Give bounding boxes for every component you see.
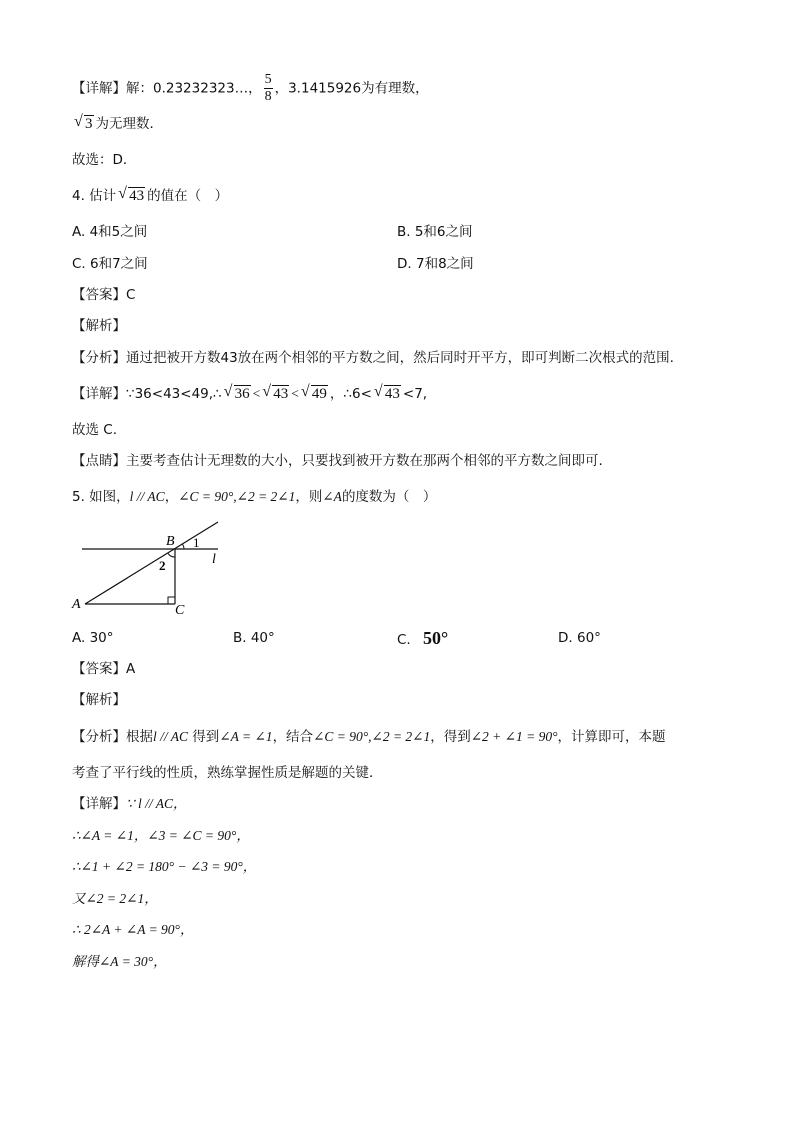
q5-fenxi-d: ，得到 (430, 729, 471, 745)
q5-fenxi-line2: 考查了平行线的性质，熟练掌握性质是解题的关键． (72, 765, 383, 781)
q5-fenxi-b: 得到 (188, 729, 220, 745)
q5-detail-line2: ∴∠A = ∠1，∠3 = ∠C = 90°， (72, 828, 250, 843)
q4-fenxi (72, 348, 674, 368)
q3-detail-line1 (72, 72, 429, 105)
q5-stem-math3: ∠A (322, 489, 342, 504)
q5-stem-math2: ∠C = 90°,∠2 = 2∠1 (178, 489, 296, 504)
q3-line2-text: 为无理数． (95, 116, 163, 132)
q5-detail-l1: ∵ l // AC， (126, 796, 187, 811)
q5-stem-a: 5. 如图， (72, 489, 130, 505)
angle-2-arc (168, 553, 175, 557)
q5-option-c-letter: C. (397, 632, 411, 648)
q5-detail-label: 【详解】 (72, 796, 126, 812)
q5-detail-line4: 又∠2 = 2∠1， (72, 891, 158, 906)
q4-answer-value: C (126, 287, 136, 303)
q3-sqrt3: √ 3 (74, 113, 93, 132)
q4-option-d: D. 7和8之间 (397, 256, 474, 272)
q4-fenxi-label: 【分析】 (72, 350, 126, 366)
q5-option-c (397, 628, 448, 650)
q4-stem-a: 4. 估计 (72, 188, 117, 204)
q4-option-a: A. 4和5之间 (72, 224, 148, 240)
q4-sqrt43-b: √ 43 (373, 383, 400, 402)
q4-option-c: C. 6和7之间 (72, 256, 148, 272)
q5-detail-line5: ∴ 2∠A + ∠A = 90°， (72, 922, 194, 937)
q4-detail-a: ∵36<43<49,∴ (126, 386, 222, 402)
q4-sqrt36: √ 36 (223, 383, 250, 402)
q5-answer-value: A (126, 661, 136, 677)
q5-option-d: D. 60° (558, 630, 601, 646)
q5-fenxi-c: ，结合 (272, 729, 314, 745)
q4-sqrt43: √ 43 (262, 383, 289, 402)
q5-stem-c: ，则 (295, 489, 323, 505)
q3-frac-denominator: 8 (264, 89, 272, 104)
label-C: C (175, 603, 185, 618)
q3-frac-numerator: 5 (264, 72, 272, 87)
q4-detail (72, 384, 427, 404)
label-1: 1 (193, 535, 200, 550)
q5-detail-line6: 解得∠A = 30°， (72, 954, 167, 969)
q3-fraction (264, 72, 273, 105)
q4-detail-c: <7, (402, 386, 428, 402)
q3-detail-label: 【详解】 (72, 80, 126, 97)
q3-detail-text-b: ，3.1415926为有理数， (274, 80, 429, 97)
q3-detail-text-a: 解：0.23232323…， (126, 80, 262, 97)
q3-choose: 故选：D． (72, 152, 137, 168)
label-2: 2 (159, 558, 166, 573)
q5-option-b: B. 40° (233, 630, 275, 646)
q5-fenxi-a: 根据 (126, 729, 153, 745)
q5-geometry-figure (70, 518, 230, 618)
q5-fenxi-m2: ∠A = ∠1 (219, 729, 273, 744)
q4-answer (72, 285, 135, 305)
q4-fenxi-text: 通过把被开方数43放在两个相邻的平方数之间，然后同时开平方，即可判断二次根式的范围. (126, 350, 674, 366)
q4-answer-label: 【答案】 (72, 287, 126, 303)
q5-detail-line1 (72, 794, 186, 814)
q5-fenxi-m4: ∠2 + ∠1 = 90° (470, 729, 558, 744)
q4-stem-sqrt: √ 43 (118, 185, 145, 204)
label-l: l (212, 552, 216, 567)
q5-fenxi-m3: ∠C = 90°,∠2 = 2∠1 (313, 729, 431, 744)
q5-answer (72, 659, 135, 679)
q4-detail-b: ，∴6< (329, 386, 372, 402)
q5-detail-line3: ∴∠1 + ∠2 = 180° − ∠3 = 90°， (72, 859, 257, 874)
right-angle-mark (168, 597, 175, 604)
q4-dianjing-text: 主要考查估计无理数的大小，只要找到被开方数在那两个相邻的平方数之间即可. (126, 453, 603, 469)
q5-fenxi-label: 【分析】 (72, 729, 126, 745)
q5-option-a: A. 30° (72, 630, 114, 646)
q4-dianjing-label: 【点睛】 (72, 453, 126, 469)
q5-answer-label: 【答案】 (72, 661, 126, 677)
q5-option-c-value: 50° (423, 628, 449, 648)
q5-analysis-label: 【解析】 (72, 692, 126, 708)
q5-stem-b: ， (164, 489, 179, 505)
q4-lt1: < (252, 386, 261, 401)
q4-stem-b: 的值在（ ） (147, 188, 229, 204)
q4-option-b: B. 5和6之间 (397, 224, 473, 240)
q4-choose: 故选 C. (72, 422, 118, 438)
q4-sqrt49: √ 49 (300, 383, 327, 402)
q5-fenxi-e: ，计算即可，本题 (557, 729, 666, 745)
q5-stem-d: 的度数为（ ） (341, 489, 437, 505)
label-A: A (72, 597, 81, 612)
q5-fenxi-line1 (72, 727, 666, 747)
q5-stem-math1: l // AC (129, 489, 165, 504)
q4-lt2: < (291, 386, 299, 401)
q4-stem (72, 186, 228, 206)
q5-fenxi-m1: l // AC (153, 729, 189, 744)
q4-analysis-label: 【解析】 (72, 318, 126, 334)
q3-detail-line2 (72, 114, 163, 134)
label-B: B (166, 534, 175, 549)
angle-1-arc (183, 544, 184, 549)
q5-stem (72, 487, 436, 507)
q4-detail-label: 【详解】 (72, 386, 126, 402)
q4-dianjing (72, 451, 603, 471)
